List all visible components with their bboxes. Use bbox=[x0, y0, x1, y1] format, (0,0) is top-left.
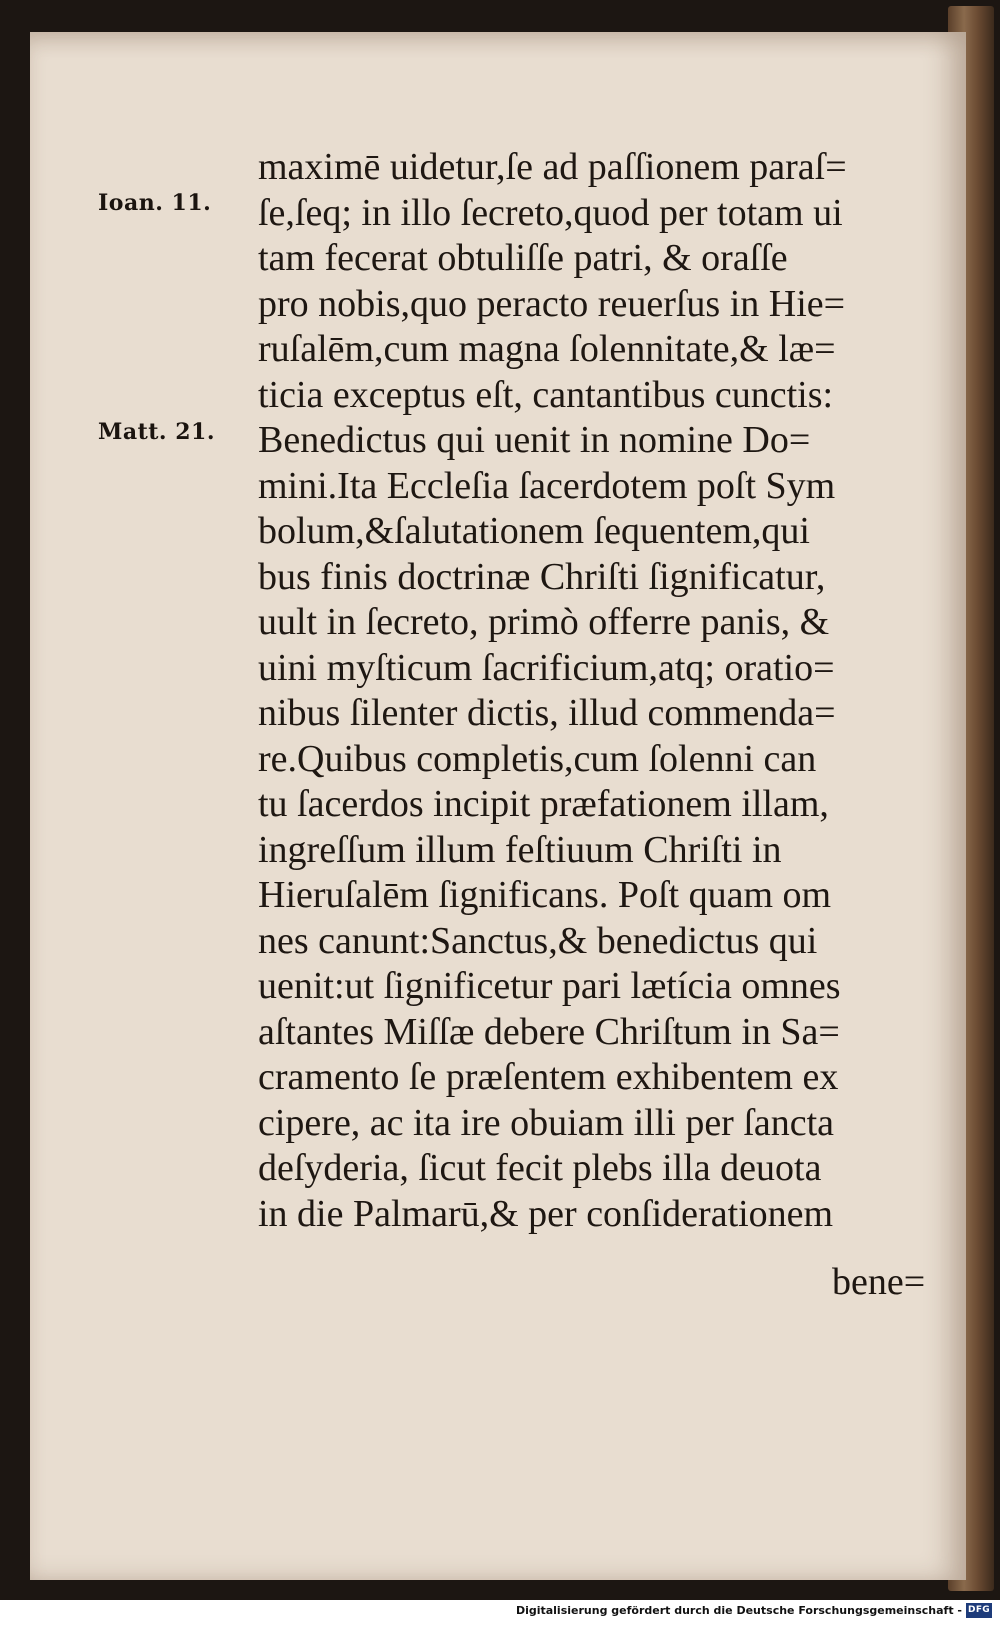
funding-credit: Digitalisierung gefördert durch die Deutsche Forschungsgemeinschaft - bbox=[515, 1604, 962, 1617]
text-line: bus finis doctrinæ Chriſti ſignificatur, bbox=[258, 555, 826, 598]
text-line: ſe,ſeq; in illo ſecreto,quod per totam ui bbox=[258, 191, 843, 234]
text-line: deſyderia, ſicut fecit plebs illa deuota bbox=[258, 1147, 822, 1189]
text-line: ruſalēm,cum magna ſolennitate,& læ= bbox=[258, 328, 836, 370]
text-line: ingreſſum illum feſtiuum Chriſti in bbox=[258, 828, 782, 871]
text-line: nibus ſilenter dictis, illud commenda= bbox=[258, 692, 836, 734]
text-line: nes canunt:Sanctus,& benedictus qui bbox=[258, 919, 818, 962]
text-line: Hieruſalēm ſignificans. Poſt quam om bbox=[258, 874, 832, 916]
text-line: cipere, ac ita ire obuiam illi per ſancta bbox=[258, 1101, 835, 1144]
text-line: re.Quibus completis,cum ſolenni can bbox=[258, 737, 817, 780]
page-text bbox=[258, 145, 938, 1237]
text-line: pro nobis,quo peracto reuerſus in Hie= bbox=[258, 282, 846, 325]
margin-note-matt: Matt. 21. bbox=[98, 419, 216, 445]
text-line: bolum,&ſalutationem ſequentem,qui bbox=[258, 510, 810, 552]
text-line: ticia exceptus eſt, cantantibus cunctis: bbox=[258, 373, 834, 416]
text-line: uini myſticum ſacrificium,atq; oratio= bbox=[258, 646, 835, 689]
text-line: maximē uidetur,ſe ad paſſionem paraſ= bbox=[258, 146, 847, 188]
margin-notes bbox=[98, 190, 248, 500]
text-line: in die Palmarū,& per conſiderationem bbox=[258, 1192, 834, 1235]
margin-note-ioan: Ioan. 11. bbox=[98, 190, 212, 216]
text-line: Benedictus qui uenit in nomine Do= bbox=[258, 419, 811, 461]
dfg-logo: DFG bbox=[966, 1603, 992, 1618]
text-line: tam fecerat obtuliſſe patri, & oraſſe bbox=[258, 237, 788, 279]
text-line: aſtantes Miſſæ debere Chriſtum in Sa= bbox=[258, 1010, 840, 1053]
text-line: uenit:ut ſignificetur pari lætícia omnes bbox=[258, 965, 841, 1007]
text-line: tu ſacerdos incipit præfationem illam, bbox=[258, 783, 829, 825]
digitization-footer bbox=[0, 1600, 1000, 1625]
text-line: mini.Ita Eccleſia ſacerdotem poſt Sym bbox=[258, 464, 836, 507]
text-line: cramento ſe præſentem exhibentem ex bbox=[258, 1056, 839, 1098]
catchword: bene= bbox=[832, 1261, 926, 1303]
text-line: uult in ſecreto, primò offerre panis, & bbox=[258, 601, 830, 643]
